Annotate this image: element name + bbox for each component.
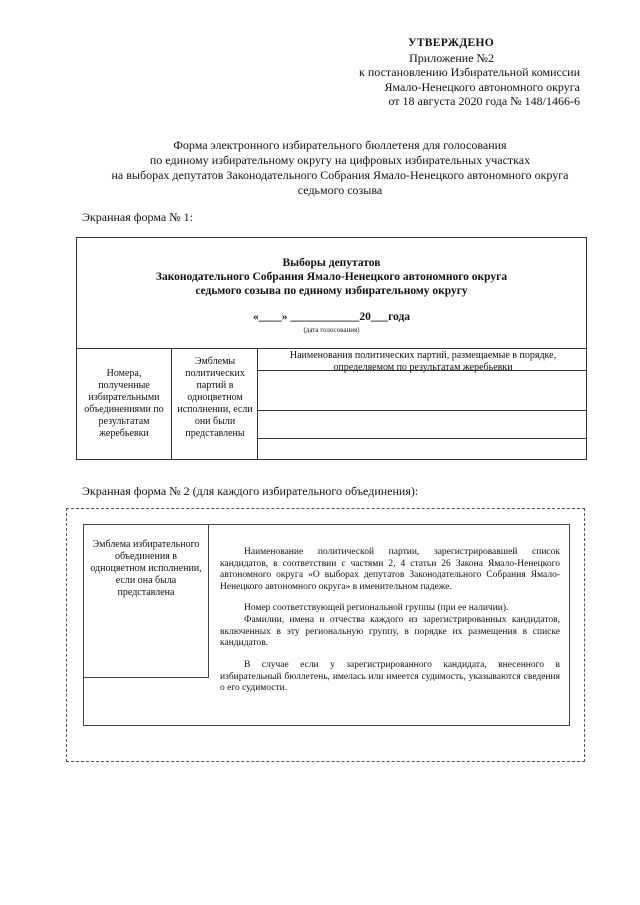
column-divider [171, 348, 172, 459]
form1-label: Экранная форма № 1: [82, 210, 193, 224]
party-detail-panel [83, 524, 570, 726]
emblems-column-header: Эмблемы политических партий в одноцветном исполнении, если они были представлены [177, 356, 253, 439]
ballot-header-line-3: седьмого созыва по единому избирательному округу [195, 285, 468, 297]
screen-form-1 [76, 237, 587, 460]
party-name-paragraph: Наименование политической партии, зарегистрировавшей список кандидатов, в соответствии с частями 2, 4 статьи 26 Закона Ямало-Ненецкого автономного округа «О выборах депутатов Законодательного Собрания Ямало-Ненецкого автономного округа» в именительном падеже. [220, 547, 560, 592]
approval-stamp: УТВЕРЖДЕНО [408, 37, 494, 49]
title-line-4: седьмого созыва [297, 183, 383, 197]
screen-form-2 [66, 508, 585, 762]
title-line-1: Форма электронного избирательного бюллетеня для голосования [173, 138, 507, 152]
party-names-column-header: Наименования политических партий, размещаемые в порядке, определяемом по результатам жеребьевки [289, 350, 557, 373]
approval-date: от 18 августа 2020 года № 148/1466-6 [388, 94, 580, 108]
ballot-header-line-2: Законодательного Собрания Ямало-Ненецкого автономного округа [155, 271, 508, 283]
candidates-paragraph: Фамилии, имена и отчества каждого из зарегистрированных кандидатов, включенных в эту региональную группу, в порядке их размещения в списке кандидатов. [220, 615, 560, 648]
title-line-3: на выборах депутатов Законодательного Собрания Ямало-Ненецкого автономного округа [111, 168, 569, 182]
voting-date-line: «____» ____________20___года [252, 311, 411, 323]
emblem-caption: Эмблема избирательного объединения в одноцветном исполнении, если она была представлена [90, 539, 202, 598]
title-line-2: по единому избирательному округу на цифровых избирательных участках [149, 153, 531, 167]
row-divider [257, 410, 586, 411]
numbers-column-header: Номера, полученные избирательными объединениями по результатам жеребьевки [84, 368, 164, 439]
conviction-paragraph: В случае если у зарегистрированного кандидата, внесенного в избирательный бюллетень, имелась или имеется судимость, указываются сведения о его судимости. [220, 660, 560, 693]
regional-group-paragraph: Номер соответствующей региональной группы (при ее наличии). [244, 603, 509, 613]
ballot-header-line-1: Выборы депутатов [282, 257, 381, 269]
voting-date-caption: (дата голосования) [303, 326, 360, 334]
emblem-cell [84, 525, 209, 678]
appendix-number: Приложение №2 [409, 50, 494, 65]
form2-label: Экранная форма № 2 (для каждого избирательного объединения): [82, 484, 419, 498]
divider [77, 348, 586, 349]
ballot-header [77, 256, 586, 298]
column-divider [257, 348, 258, 459]
row-divider [257, 438, 586, 439]
approval-region: Ямало-Ненецкого автономного округа [384, 79, 580, 94]
approval-resolution: к постановлению Избирательной комиссии [359, 65, 580, 79]
document-title [60, 138, 620, 198]
approval-block [330, 36, 580, 109]
